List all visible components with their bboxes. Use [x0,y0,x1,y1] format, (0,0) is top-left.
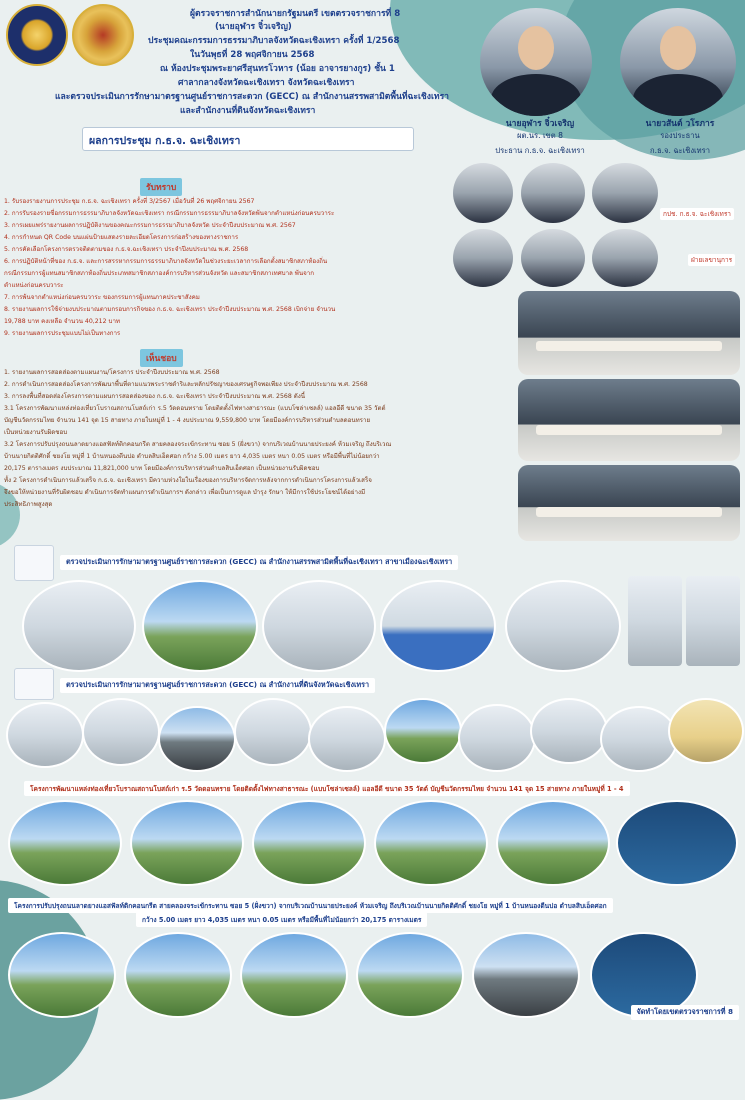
ack-item-8: 8. รายงานผลการใช้จ่ายงบประมาณตามกรอบการกิจของ ก.ธ.จ. ฉะเชิงเทรา ประจำปีงบประมาณ พ.ศ. 2568 เบิกจ่าย จำนวน [4,306,336,313]
gecc-logo [14,545,54,581]
header-line-4: ในวันพุธที่ 28 พฤศจิกายน 2568 [190,50,315,60]
meeting-room-photo [518,291,740,375]
vice-chairman-name: นายวสันต์ วโรภาร [645,119,715,129]
land-office-photo [458,704,536,772]
temple-project-photo [130,800,244,886]
ack-item-7: 7. การพ้นจากตำแหน่งก่อนครบวาระ ของกรรมการผู้แทนภาคประชาสังคม [4,294,200,301]
results-banner [82,127,414,151]
header-line-1: ผู้ตรวจราชการสำนักนายกรัฐมนตรี เขตตรวจราชการที่ 8 [190,9,401,19]
ack-item-6-cont-2: ตำแหน่งก่อนครบวาระ [4,282,64,289]
approve-item-3-1: 3.1 โครงการพัฒนาแหล่งท่องเที่ยวโบราณสถานโบสถ์เก่า ร.5 วัดดอนทราย โดยติดตั้งไฟทางสาธารณะ (แบบโซล่าเซลล์) แอลอีดี ขนาด 35 วัตต์ [4,405,386,412]
road-project-photo [8,932,116,1018]
meeting-room-photo [518,379,740,461]
land-office-photo [530,698,608,764]
gecc-logo [14,668,54,700]
approve-item-1: 1. รายงานผลการสอดส่องตามแผนงาน/โครงการ ประจำปีงบประมาณ พ.ศ. 2568 [4,369,220,376]
approve-note-2: จึงขอให้หน่วยงานที่รับผิดชอบ ดำเนินการจัดทำแผนการดำเนินการฯ ดังกล่าว เพื่อเป็นการดูแล บำรุง รักษา ให้มีการใช้ประโยชน์ได้อย่างมี [4,489,366,496]
temple-project-photo [496,800,610,886]
vice-chairman-title-1: รองประธาน [660,131,700,140]
meeting-room-photo [518,465,740,541]
road-project-photo [356,932,464,1018]
ack-item-9: 9. รายงานผลการประชุมแบบไม่เป็นทางการ [4,330,121,337]
header-line-8: และสำนักงานที่ดินจังหวัดฉะเชิงเทรา [180,106,316,116]
approve-item-3-2: 3.2 โครงการปรับปรุงถนนลาดยางแอสฟัลท์ติกคอนกรีต สายคลองจระเข้กระทาน ซอย 5 (ฝั่งขวา) จากบริเวณบ้านนายประยงค์ ห้วมเจริญ ถึงบริเวณ [4,441,392,448]
chairman-title-2: ประธาน ก.ธ.จ. ฉะเชิงเทรา [495,146,585,155]
footer-credit: จัดทำโดยเขตตรวจราชการที่ 8 [631,1005,739,1020]
ack-item-4: 4. การกำหนด QR Code บนแผ่นป้ายแสดงรายละเอียดโครงการก่อสร้างของทางราชการ [4,234,239,241]
committee-member-photo [453,163,513,223]
gecc-photo [142,580,258,672]
section3-title: โครงการพัฒนาแหล่งท่องเที่ยวโบราณสถานโบสถ์เก่า ร.5 วัดดอนทราย โดยติดตั้งไฟทางสาธารณะ (แบบโซล่าเซลล์) แอลอีดี ขนาด 35 วัตต์ บัญชีนวัตกรรมไทย จำนวน 141 จุด 15 สายทาง ภายในหมู่ที่ 1 - 4 [24,781,630,796]
vice-chairman-title-2: ก.ธ.จ. ฉะเชิงเทรา [650,146,710,155]
results-banner-text: ผลการประชุม ก.ธ.จ. ฉะเชิงเทรา [89,135,241,147]
land-office-photo [384,698,462,764]
gecc-photo [686,576,740,666]
ack-item-8-cont: 19,788 บาท คงเหลือ จำนวน 40,212 บาท [4,318,120,325]
acknowledge-label: รับทราบ [140,178,182,196]
gecc-photo [628,576,682,666]
header-line-5: ณ ห้องประชุมพระยาศรีสุนทรโวหาร (น้อย อาจารยางกูร) ชั้น 1 [160,64,395,74]
road-project-photo [124,932,232,1018]
section2-title: ตรวจประเมินการรักษามาตรฐานศูนย์ราชการสะดวก (GECC) ณ สำนักงานที่ดินจังหวัดฉะเชิงเทรา [60,678,375,693]
chairman-title-1: ผต.นร. เขต 8 [517,131,563,140]
approve-item-3-1-cont-2: เป็นหน่วยงานรับผิดชอบ [4,429,68,436]
approve-item-3-2-cont-2: 20,175 ตารางเมตร งบประมาณ 11,821,000 บาท โดยมีองค์การบริหารส่วนตำบลสิบเอ็ดศอก เป็นหน่วยงานรับผิดชอบ [4,465,320,472]
approve-item-3-1-cont-1: บัญชีนวัตกรรมไทย จำนวน 141 จุด 15 สายทาง ภายในหมู่ที่ 1 - 4 งบประมาณ 9,559,800 บาท โดยมีองค์การบริหารส่วนตำบลดอนทราย [4,417,371,424]
gecc-photo [505,580,621,672]
province-seal-logo [72,4,134,66]
committee-member-photo [521,163,585,223]
approve-item-3-2-cont-1: บ้านนายกิตติศักดิ์ ชยงโย หมู่ที่ 1 บ้านหนองตีนปอ ตำบลสิบเอ็ดศอก กว้าง 5.00 เมตร ยาว 4,035 เมตร หนา 0.05 เมตร หรือมีพื้นที่ไม่น้อยกว่า [4,453,380,460]
road-project-photo [240,932,348,1018]
temple-project-photo [374,800,488,886]
chairman-name: นายอุฬาร จิ๋วเจริญ [505,119,575,129]
approve-note-3: ประสิทธิภาพสูงสุด [4,501,53,508]
approve-label: เห็นชอบ [140,349,183,367]
committee-member-photo [453,229,513,287]
approve-item-3: 3. การลงพื้นที่สอดส่องโครงการตามแผนการสอดส่องของ ก.ธ.จ. ฉะเชิงเทรา ประจำปีงบประมาณ พ.ศ. 2568 ดังนี้ [4,393,306,400]
gecc-photo [262,580,376,672]
chairman-photo [480,8,592,116]
approve-item-2: 2. การดำเนินการสอดส่องโครงการพัฒนาพื้นที่ตามแนวพระราชดำริและหลักปรัชญาของเศรษฐกิจพอเพียง ประจำปีงบประมาณ พ.ศ. 2568 [4,381,368,388]
ack-item-5: 5. การคัดเลือกโครงการตรวจติดตามของ ก.ธ.จ.ฉะเชิงเทรา ประจำปีงบประมาณ พ.ศ. 2568 [4,246,249,253]
header-line-2: (นายอุฬาร จิ๋วเจริญ) [215,22,292,32]
land-office-photo [82,698,160,766]
ack-item-1: 1. รับรองรายงานการประชุม ก.ธ.จ. ฉะเชิงเทรา ครั้งที่ 3/2567 เมื่อวันที่ 26 พฤศจิกายน 2567 [4,198,255,205]
header-line-3: ประชุมคณะกรรมการธรรมาภิบาลจังหวัดฉะเชิงเทรา ครั้งที่ 1/2568 [148,36,400,46]
land-office-photo [668,698,744,764]
land-office-photo [6,702,84,768]
ack-item-2: 2. การรับรองรายชื่อกรรมการธรรมาภิบาลจังหวัดฉะเชิงเทรา กรณีกรรมการธรรมาภิบาลจังหวัดพ้นจากตำแหน่งก่อนครบวาระ [4,210,335,217]
committee-member-photo [592,229,658,287]
section4-title-line2: กว้าง 5.00 เมตร ยาว 4,035 เมตร หนา 0.05 เมตร หรือมีพื้นที่ไม่น้อยกว่า 20,175 ตารางเมตร [136,912,427,927]
ack-item-6-cont-1: กรณีกรรมการผู้แทนสมาชิกสภาท้องถิ่นประเภทสมาชิกสภาองค์การบริหารส่วนจังหวัด และสมาชิกสภาเทศบาล พ้นจาก [4,270,314,277]
approve-note-1: ทั้ง 2 โครงการดำเนินการแล้วเสร็จ ก.ธ.จ. ฉะเชิงเทรา มีความห่วงใยในเรื่องของการบริหารจัดการหลังจากการดำเนินการโครงการแล้วเสร็จ [4,477,372,484]
road-project-photo [472,932,580,1018]
committee-member-photo [592,163,658,223]
government-seal-logo [6,4,68,66]
temple-project-photo [616,800,738,886]
secretary-tag: ฝ่ายเลขานุการ [688,254,735,266]
land-office-photo [158,706,236,772]
land-office-photo [234,698,312,766]
header-line-7: และตรวจประเมินการรักษามาตรฐานศูนย์ราชการสะดวก (GECC) ณ สำนักงานสรรพสามิตพื้นที่ฉะเชิงเทรา [55,92,450,102]
temple-project-photo [252,800,366,886]
committee-member-photo [521,229,585,287]
ack-item-3: 3. การเผยแพร่รายงานผลการปฏิบัติงานของคณะกรรมการธรรมาภิบาลจังหวัด ประจำปีงบประมาณ พ.ศ. 2567 [4,222,296,229]
ack-item-6: 6. การปฏิบัติหน้าที่ของ ก.ธ.จ. และการสรรหากรรมการธรรมาภิบาลจังหวัดในช่วงระยะเวลาการเลือกตั้งสมาชิกสภาท้องถิ่น [4,258,328,265]
vice-chairman-photo [620,8,736,116]
section4-title-line1: โครงการปรับปรุงถนนลาดยางแอสฟัลท์ติกคอนกรีต สายคลองจระเข้กระทาน ซอย 5 (ฝั่งขวา) จากบริเวณบ้านนายประยงค์ ห้วมเจริญ ถึงบริเวณบ้านนายกิตติศักดิ์ ชยงโย หมู่ที่ 1 บ้านหนองตีนปอ ตำบลสิบเอ็ดศอก [8,898,613,913]
gecc-photo [22,580,136,672]
section1-title: ตรวจประเมินการรักษามาตรฐานศูนย์ราชการสะดวก (GECC) ณ สำนักงานสรรพสามิตพื้นที่ฉะเชิงเทรา สาขาเมืองฉะเชิงเทรา [60,555,458,570]
header-line-6: ศาลากลางจังหวัดฉะเชิงเทรา จังหวัดฉะเชิงเทรา [178,78,355,88]
land-office-photo [308,706,386,772]
gecc-photo [380,580,496,672]
temple-project-photo [8,800,122,886]
committee-tag: กปช. ก.ธ.จ. ฉะเชิงเทรา [660,208,734,220]
land-office-photo [600,706,678,772]
